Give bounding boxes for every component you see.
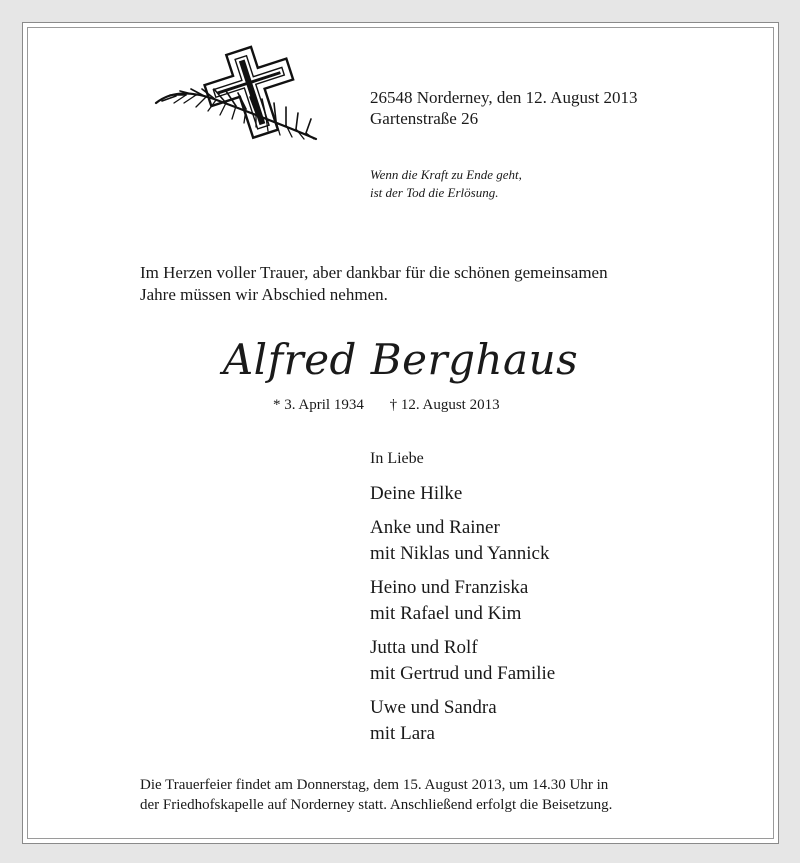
mourner-group (370, 695, 555, 747)
death-date: † 12. August 2013 (389, 397, 500, 413)
mourner-group (370, 515, 555, 567)
place-date: 26548 Norderney, den 12. August 2013 (370, 88, 638, 107)
mourners-list (370, 449, 555, 755)
street-address: Gartenstraße 26 (370, 109, 479, 128)
birth-date: * 3. April 1934 (273, 397, 364, 413)
intro-line: Jahre müssen wir Abschied nehmen. (140, 285, 388, 304)
deceased-name: Alfred Berghaus (222, 335, 579, 384)
mourner-line: Heino und Franziska (370, 577, 529, 598)
footer-line: der Friedhofskapelle auf Norderney statt. Anschließend erfolgt die Beisetzung. (140, 797, 613, 813)
address-block (370, 87, 638, 129)
mourner-line: mit Lara (370, 723, 435, 744)
funeral-notice (140, 775, 612, 815)
memorial-quote (370, 166, 522, 202)
mourner-line: Uwe und Sandra (370, 697, 497, 718)
mourner-group (370, 635, 555, 687)
mourner-line: Deine Hilke (370, 483, 463, 504)
mourners-intro: In Liebe (370, 450, 424, 467)
life-dates (273, 397, 500, 414)
intro-line: Im Herzen voller Trauer, aber dankbar für die schönen gemeinsamen (140, 263, 608, 282)
mourner-line: mit Gertrud und Familie (370, 663, 556, 684)
footer-line: Die Trauerfeier findet am Donnerstag, dem 15. August 2013, um 14.30 Uhr in (140, 777, 609, 793)
mourner-group (370, 575, 555, 627)
cross-with-palm-frond-icon (136, 41, 336, 141)
quote-line: Wenn die Kraft zu Ende geht, (370, 167, 522, 182)
quote-line: ist der Tod die Erlösung. (370, 185, 499, 200)
intro-text (140, 262, 608, 306)
obituary-card (22, 22, 779, 844)
mourner-group (370, 481, 555, 507)
mourner-line: Jutta und Rolf (370, 637, 478, 658)
mourner-line: mit Niklas und Yannick (370, 543, 550, 564)
mourner-line: Anke und Rainer (370, 517, 500, 538)
mourner-line: mit Rafael und Kim (370, 603, 522, 624)
